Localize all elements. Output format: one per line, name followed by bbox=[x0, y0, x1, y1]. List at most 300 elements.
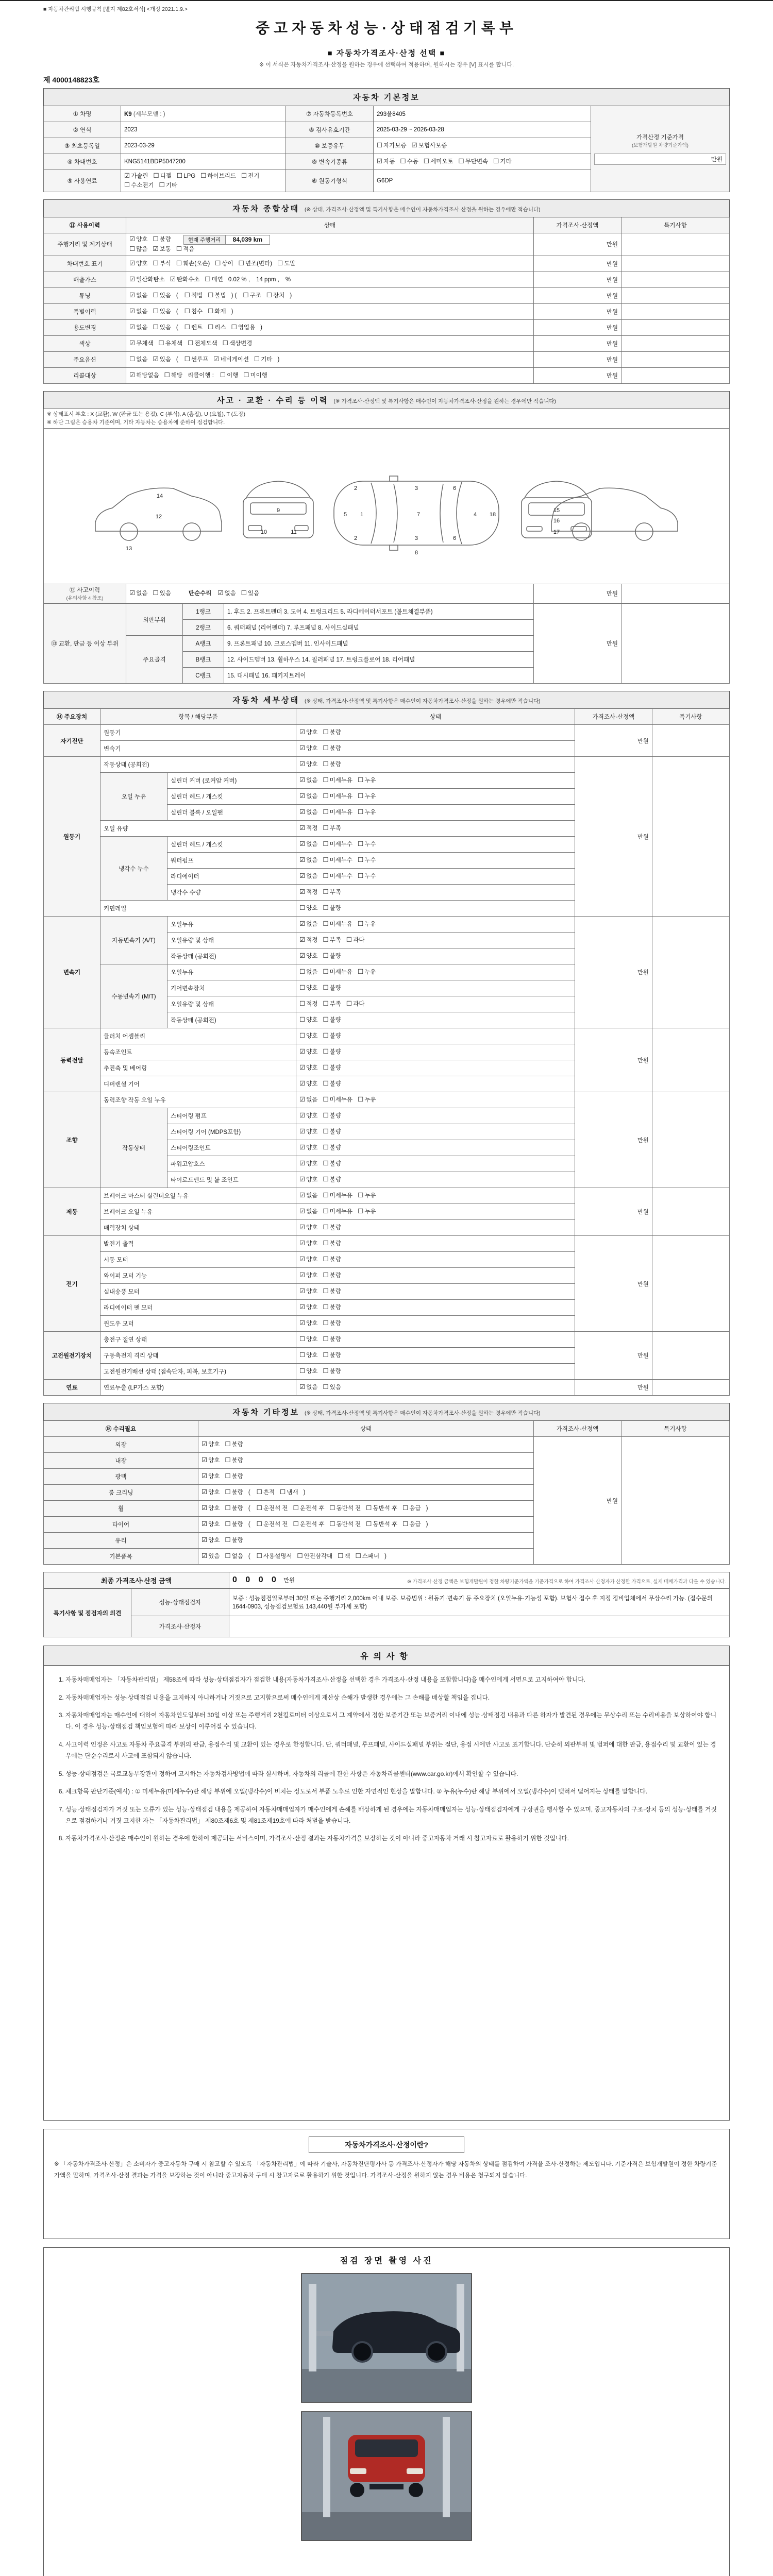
checkbox-option[interactable] bbox=[159, 181, 177, 189]
checkbox-icon[interactable]: ☐ bbox=[323, 1111, 329, 1120]
checkbox-option[interactable] bbox=[205, 275, 223, 283]
checkbox-option[interactable] bbox=[208, 291, 226, 299]
checkbox-option[interactable] bbox=[129, 275, 165, 283]
checkbox-checked-icon[interactable]: ☑ bbox=[299, 920, 306, 928]
checkbox-checked-icon[interactable]: ☑ bbox=[129, 589, 136, 597]
checkbox-icon[interactable]: ☐ bbox=[358, 1191, 364, 1199]
checkbox-icon[interactable]: ☐ bbox=[323, 1031, 329, 1040]
checkbox-icon[interactable]: ☐ bbox=[153, 291, 159, 299]
checkbox-option[interactable] bbox=[412, 141, 447, 149]
checkbox-option[interactable] bbox=[188, 339, 217, 347]
checkbox-option[interactable] bbox=[153, 291, 171, 299]
checkbox-icon[interactable]: ☐ bbox=[458, 157, 464, 165]
checkbox-option[interactable] bbox=[299, 1175, 317, 1183]
checkbox-icon[interactable]: ☐ bbox=[323, 1239, 329, 1247]
checkbox-icon[interactable]: ☐ bbox=[323, 856, 329, 864]
checkbox-option[interactable] bbox=[299, 1383, 317, 1391]
checkbox-checked-icon[interactable]: ☑ bbox=[299, 744, 306, 752]
checkbox-option[interactable] bbox=[323, 1287, 341, 1295]
checkbox-icon[interactable]: ☐ bbox=[358, 792, 364, 800]
checkbox-option[interactable] bbox=[323, 728, 341, 736]
checkbox-checked-icon[interactable]: ☑ bbox=[153, 244, 159, 252]
checkbox-icon[interactable]: ☐ bbox=[222, 338, 228, 347]
checkbox-option[interactable] bbox=[129, 245, 147, 253]
checkbox-icon[interactable]: ☐ bbox=[153, 259, 159, 267]
checkbox-option[interactable] bbox=[225, 1520, 243, 1528]
checkbox-option[interactable] bbox=[184, 307, 203, 315]
checkbox-option[interactable] bbox=[299, 840, 317, 848]
checkbox-icon[interactable]: ☐ bbox=[402, 1520, 409, 1528]
checkbox-icon[interactable]: ☐ bbox=[238, 259, 244, 267]
checkbox-icon[interactable]: ☐ bbox=[323, 936, 329, 944]
checkbox-option[interactable] bbox=[243, 291, 261, 299]
checkbox-icon[interactable]: ☐ bbox=[323, 792, 329, 800]
checkbox-option[interactable] bbox=[323, 856, 352, 864]
checkbox-option[interactable] bbox=[129, 371, 159, 379]
checkbox-option[interactable] bbox=[293, 1504, 325, 1512]
checkbox-checked-icon[interactable]: ☑ bbox=[201, 1536, 208, 1544]
checkbox-option[interactable] bbox=[293, 1520, 325, 1528]
checkbox-option[interactable] bbox=[299, 808, 317, 816]
checkbox-option[interactable] bbox=[129, 355, 147, 363]
checkbox-option[interactable] bbox=[323, 808, 352, 816]
checkbox-icon[interactable]: ☐ bbox=[323, 840, 329, 848]
checkbox-icon[interactable]: ☐ bbox=[299, 999, 306, 1008]
checkbox-option[interactable] bbox=[223, 339, 253, 347]
checkbox-option[interactable] bbox=[338, 1552, 350, 1560]
checkbox-checked-icon[interactable]: ☑ bbox=[299, 1223, 306, 1231]
checkbox-icon[interactable]: ☐ bbox=[153, 171, 159, 179]
checkbox-icon[interactable]: ☐ bbox=[323, 1255, 329, 1263]
checkbox-icon[interactable]: ☐ bbox=[205, 275, 211, 283]
checkbox-option[interactable] bbox=[346, 936, 364, 944]
checkbox-icon[interactable]: ☐ bbox=[129, 244, 136, 252]
checkbox-option[interactable] bbox=[358, 872, 376, 880]
checkbox-icon[interactable]: ☐ bbox=[243, 370, 249, 379]
checkbox-icon[interactable]: ☐ bbox=[184, 354, 190, 363]
checkbox-icon[interactable]: ☐ bbox=[329, 1504, 335, 1512]
checkbox-option[interactable] bbox=[493, 157, 511, 165]
checkbox-option[interactable] bbox=[129, 307, 147, 315]
checkbox-option[interactable] bbox=[358, 1207, 376, 1215]
checkbox-option[interactable] bbox=[299, 728, 317, 736]
checkbox-icon[interactable]: ☐ bbox=[225, 1536, 231, 1544]
checkbox-option[interactable] bbox=[299, 999, 317, 1008]
checkbox-icon[interactable]: ☐ bbox=[153, 589, 159, 597]
checkbox-option[interactable] bbox=[346, 999, 364, 1008]
checkbox-option[interactable] bbox=[164, 371, 182, 379]
checkbox-icon[interactable]: ☐ bbox=[366, 1504, 372, 1512]
checkbox-icon[interactable]: ☐ bbox=[323, 824, 329, 832]
checkbox-option[interactable] bbox=[358, 920, 376, 928]
checkbox-icon[interactable]: ☐ bbox=[225, 1488, 231, 1496]
checkbox-option[interactable] bbox=[280, 1488, 298, 1496]
checkbox-option[interactable] bbox=[358, 856, 376, 864]
checkbox-checked-icon[interactable]: ☑ bbox=[299, 1239, 306, 1247]
checkbox-icon[interactable]: ☐ bbox=[366, 1520, 372, 1528]
checkbox-checked-icon[interactable]: ☑ bbox=[299, 776, 306, 784]
checkbox-icon[interactable]: ☐ bbox=[299, 984, 306, 992]
checkbox-option[interactable] bbox=[153, 307, 171, 315]
checkbox-icon[interactable]: ☐ bbox=[299, 1031, 306, 1040]
checkbox-icon[interactable]: ☐ bbox=[297, 1552, 303, 1560]
checkbox-option[interactable] bbox=[201, 1472, 220, 1480]
checkbox-checked-icon[interactable]: ☑ bbox=[129, 259, 136, 267]
checkbox-option[interactable] bbox=[358, 968, 376, 976]
checkbox-checked-icon[interactable]: ☑ bbox=[213, 354, 220, 363]
checkbox-icon[interactable]: ☐ bbox=[184, 291, 190, 299]
checkbox-checked-icon[interactable]: ☑ bbox=[299, 808, 306, 816]
checkbox-icon[interactable]: ☐ bbox=[323, 1175, 329, 1183]
checkbox-icon[interactable]: ☐ bbox=[323, 1383, 329, 1391]
checkbox-option[interactable] bbox=[366, 1520, 397, 1528]
checkbox-option[interactable] bbox=[184, 323, 203, 331]
checkbox-checked-icon[interactable]: ☑ bbox=[299, 760, 306, 768]
checkbox-icon[interactable]: ☐ bbox=[323, 1143, 329, 1151]
checkbox-option[interactable] bbox=[323, 1223, 341, 1231]
checkbox-option[interactable] bbox=[299, 1127, 317, 1136]
checkbox-option[interactable] bbox=[184, 291, 203, 299]
checkbox-icon[interactable]: ☐ bbox=[323, 1223, 329, 1231]
checkbox-icon[interactable]: ☐ bbox=[400, 157, 406, 165]
checkbox-icon[interactable]: ☐ bbox=[358, 1095, 364, 1104]
checkbox-icon[interactable]: ☐ bbox=[299, 1015, 306, 1024]
checkbox-option[interactable] bbox=[358, 1191, 376, 1199]
checkbox-option[interactable] bbox=[323, 1271, 341, 1279]
checkbox-option[interactable] bbox=[257, 1552, 292, 1560]
checkbox-option[interactable] bbox=[299, 1031, 317, 1040]
checkbox-icon[interactable]: ☐ bbox=[277, 259, 283, 267]
checkbox-checked-icon[interactable]: ☑ bbox=[299, 1095, 306, 1104]
checkbox-option[interactable] bbox=[323, 1335, 341, 1343]
checkbox-option[interactable] bbox=[299, 1367, 317, 1375]
checkbox-icon[interactable]: ☐ bbox=[266, 291, 273, 299]
checkbox-option[interactable] bbox=[299, 1335, 317, 1343]
checkbox-icon[interactable]: ☐ bbox=[323, 744, 329, 752]
checkbox-icon[interactable]: ☐ bbox=[184, 323, 190, 331]
checkbox-option[interactable] bbox=[323, 1111, 341, 1120]
checkbox-option[interactable] bbox=[170, 275, 200, 283]
checkbox-checked-icon[interactable]: ☑ bbox=[299, 1047, 306, 1056]
checkbox-icon[interactable]: ☐ bbox=[256, 1520, 262, 1528]
checkbox-icon[interactable]: ☐ bbox=[323, 1351, 329, 1359]
checkbox-option[interactable] bbox=[299, 1303, 317, 1311]
checkbox-checked-icon[interactable]: ☑ bbox=[129, 291, 136, 299]
checkbox-option[interactable] bbox=[220, 371, 238, 379]
checkbox-icon[interactable]: ☐ bbox=[158, 338, 164, 347]
checkbox-option[interactable] bbox=[299, 792, 317, 800]
checkbox-option[interactable] bbox=[200, 172, 236, 180]
checkbox-option[interactable] bbox=[402, 1520, 421, 1528]
checkbox-icon[interactable]: ☐ bbox=[323, 920, 329, 928]
checkbox-icon[interactable]: ☐ bbox=[299, 968, 306, 976]
checkbox-icon[interactable]: ☐ bbox=[493, 157, 499, 165]
checkbox-icon[interactable]: ☐ bbox=[323, 952, 329, 960]
checkbox-option[interactable] bbox=[176, 245, 194, 253]
checkbox-checked-icon[interactable]: ☑ bbox=[299, 1111, 306, 1120]
checkbox-option[interactable] bbox=[153, 245, 171, 253]
checkbox-icon[interactable]: ☐ bbox=[280, 1488, 286, 1496]
checkbox-option[interactable] bbox=[323, 760, 341, 768]
checkbox-option[interactable] bbox=[323, 1079, 341, 1088]
checkbox-checked-icon[interactable]: ☑ bbox=[299, 872, 306, 880]
checkbox-checked-icon[interactable]: ☑ bbox=[299, 936, 306, 944]
checkbox-option[interactable] bbox=[323, 1047, 341, 1056]
checkbox-option[interactable] bbox=[323, 824, 341, 832]
checkbox-icon[interactable]: ☐ bbox=[323, 1127, 329, 1136]
checkbox-option[interactable] bbox=[299, 1207, 317, 1215]
checkbox-option[interactable] bbox=[323, 984, 341, 992]
checkbox-option[interactable] bbox=[323, 920, 352, 928]
checkbox-option[interactable] bbox=[323, 1175, 341, 1183]
checkbox-icon[interactable]: ☐ bbox=[241, 171, 247, 179]
checkbox-option[interactable] bbox=[323, 936, 341, 944]
checkbox-checked-icon[interactable]: ☑ bbox=[299, 1175, 306, 1183]
checkbox-icon[interactable]: ☐ bbox=[323, 1159, 329, 1167]
checkbox-option[interactable] bbox=[217, 589, 236, 597]
checkbox-option[interactable] bbox=[323, 1191, 352, 1199]
checkbox-icon[interactable]: ☐ bbox=[323, 1063, 329, 1072]
checkbox-option[interactable] bbox=[299, 744, 317, 752]
checkbox-option[interactable] bbox=[124, 181, 154, 189]
checkbox-option[interactable] bbox=[201, 1488, 220, 1496]
checkbox-option[interactable] bbox=[400, 157, 418, 165]
checkbox-option[interactable] bbox=[225, 1552, 243, 1560]
checkbox-option[interactable] bbox=[323, 1303, 341, 1311]
checkbox-icon[interactable]: ☐ bbox=[293, 1504, 299, 1512]
checkbox-option[interactable] bbox=[323, 1351, 341, 1359]
checkbox-checked-icon[interactable]: ☑ bbox=[201, 1488, 208, 1496]
checkbox-option[interactable] bbox=[299, 1015, 317, 1024]
checkbox-icon[interactable]: ☐ bbox=[225, 1440, 231, 1448]
checkbox-option[interactable] bbox=[323, 1239, 341, 1247]
checkbox-option[interactable] bbox=[153, 235, 171, 243]
checkbox-option[interactable] bbox=[323, 1095, 352, 1104]
checkbox-option[interactable] bbox=[201, 1456, 220, 1464]
checkbox-icon[interactable]: ☐ bbox=[323, 1095, 329, 1104]
checkbox-option[interactable] bbox=[231, 323, 256, 331]
checkbox-option[interactable] bbox=[124, 172, 148, 180]
checkbox-checked-icon[interactable]: ☑ bbox=[201, 1520, 208, 1528]
checkbox-checked-icon[interactable]: ☑ bbox=[129, 307, 136, 315]
checkbox-checked-icon[interactable]: ☑ bbox=[299, 1159, 306, 1167]
checkbox-option[interactable] bbox=[299, 1191, 317, 1199]
checkbox-icon[interactable]: ☐ bbox=[208, 323, 214, 331]
checkbox-checked-icon[interactable]: ☑ bbox=[411, 141, 417, 149]
checkbox-option[interactable] bbox=[358, 776, 376, 784]
checkbox-option[interactable] bbox=[201, 1536, 220, 1544]
checkbox-icon[interactable]: ☐ bbox=[355, 1552, 361, 1560]
checkbox-option[interactable] bbox=[129, 291, 147, 299]
checkbox-option[interactable] bbox=[299, 872, 317, 880]
checkbox-option[interactable] bbox=[299, 1319, 317, 1327]
checkbox-option[interactable] bbox=[299, 1159, 317, 1167]
checkbox-icon[interactable]: ☐ bbox=[153, 235, 159, 243]
checkbox-option[interactable] bbox=[323, 999, 341, 1008]
checkbox-checked-icon[interactable]: ☑ bbox=[299, 728, 306, 736]
checkbox-icon[interactable]: ☐ bbox=[293, 1520, 299, 1528]
checkbox-icon[interactable]: ☐ bbox=[329, 1520, 335, 1528]
checkbox-option[interactable] bbox=[153, 323, 171, 331]
checkbox-icon[interactable]: ☐ bbox=[323, 1015, 329, 1024]
checkbox-option[interactable] bbox=[323, 872, 352, 880]
checkbox-option[interactable] bbox=[241, 589, 259, 597]
checkbox-icon[interactable]: ☐ bbox=[176, 244, 182, 252]
checkbox-icon[interactable]: ☐ bbox=[323, 888, 329, 896]
checkbox-option[interactable] bbox=[323, 888, 341, 896]
checkbox-option[interactable] bbox=[299, 1223, 317, 1231]
checkbox-option[interactable] bbox=[159, 339, 183, 347]
checkbox-option[interactable] bbox=[329, 1520, 361, 1528]
checkbox-option[interactable] bbox=[323, 776, 352, 784]
checkbox-icon[interactable]: ☐ bbox=[225, 1456, 231, 1464]
checkbox-option[interactable] bbox=[299, 1255, 317, 1263]
checkbox-icon[interactable]: ☐ bbox=[241, 589, 247, 597]
checkbox-option[interactable] bbox=[323, 1255, 341, 1263]
checkbox-icon[interactable]: ☐ bbox=[346, 936, 352, 944]
checkbox-option[interactable] bbox=[323, 1319, 341, 1327]
checkbox-option[interactable] bbox=[129, 589, 147, 597]
checkbox-option[interactable] bbox=[213, 355, 249, 363]
checkbox-icon[interactable]: ☐ bbox=[358, 840, 364, 848]
checkbox-option[interactable] bbox=[323, 792, 352, 800]
checkbox-icon[interactable]: ☐ bbox=[164, 370, 170, 379]
checkbox-checked-icon[interactable]: ☑ bbox=[299, 840, 306, 848]
checkbox-option[interactable] bbox=[377, 141, 407, 149]
checkbox-option[interactable] bbox=[266, 291, 284, 299]
checkbox-option[interactable] bbox=[201, 1440, 220, 1448]
checkbox-option[interactable] bbox=[299, 1079, 317, 1088]
checkbox-option[interactable] bbox=[424, 157, 453, 165]
checkbox-checked-icon[interactable]: ☑ bbox=[299, 1063, 306, 1072]
checkbox-icon[interactable]: ☐ bbox=[208, 307, 214, 315]
checkbox-option[interactable] bbox=[153, 259, 171, 267]
checkbox-icon[interactable]: ☐ bbox=[220, 370, 226, 379]
checkbox-option[interactable] bbox=[323, 1063, 341, 1072]
checkbox-option[interactable] bbox=[323, 952, 341, 960]
checkbox-option[interactable] bbox=[225, 1440, 243, 1448]
checkbox-icon[interactable]: ☐ bbox=[129, 354, 136, 363]
checkbox-checked-icon[interactable]: ☑ bbox=[299, 952, 306, 960]
checkbox-icon[interactable]: ☐ bbox=[323, 776, 329, 784]
checkbox-icon[interactable]: ☐ bbox=[225, 1552, 231, 1560]
checkbox-option[interactable] bbox=[299, 984, 317, 992]
checkbox-icon[interactable]: ☐ bbox=[254, 354, 260, 363]
checkbox-checked-icon[interactable]: ☑ bbox=[299, 1383, 306, 1391]
checkbox-icon[interactable]: ☐ bbox=[256, 1488, 262, 1496]
checkbox-option[interactable] bbox=[201, 1504, 220, 1512]
checkbox-icon[interactable]: ☐ bbox=[323, 1367, 329, 1375]
checkbox-icon[interactable]: ☐ bbox=[243, 291, 249, 299]
checkbox-icon[interactable]: ☐ bbox=[225, 1472, 231, 1480]
checkbox-checked-icon[interactable]: ☑ bbox=[129, 370, 136, 379]
checkbox-icon[interactable]: ☐ bbox=[188, 338, 194, 347]
checkbox-icon[interactable]: ☐ bbox=[323, 872, 329, 880]
checkbox-option[interactable] bbox=[257, 1488, 275, 1496]
checkbox-checked-icon[interactable]: ☑ bbox=[217, 589, 224, 597]
checkbox-checked-icon[interactable]: ☑ bbox=[377, 157, 383, 165]
checkbox-icon[interactable]: ☐ bbox=[208, 291, 214, 299]
checkbox-option[interactable] bbox=[129, 339, 154, 347]
checkbox-icon[interactable]: ☐ bbox=[323, 1303, 329, 1311]
checkbox-option[interactable] bbox=[299, 776, 317, 784]
checkbox-icon[interactable]: ☐ bbox=[358, 776, 364, 784]
checkbox-option[interactable] bbox=[129, 259, 147, 267]
checkbox-checked-icon[interactable]: ☑ bbox=[299, 1207, 306, 1215]
checkbox-option[interactable] bbox=[323, 840, 352, 848]
checkbox-icon[interactable]: ☐ bbox=[338, 1552, 344, 1560]
checkbox-icon[interactable]: ☐ bbox=[402, 1504, 409, 1512]
checkbox-icon[interactable]: ☐ bbox=[299, 1351, 306, 1359]
checkbox-option[interactable] bbox=[153, 589, 171, 597]
checkbox-icon[interactable]: ☐ bbox=[358, 808, 364, 816]
checkbox-icon[interactable]: ☐ bbox=[159, 180, 165, 189]
checkbox-option[interactable] bbox=[277, 259, 295, 267]
checkbox-icon[interactable]: ☐ bbox=[323, 1079, 329, 1088]
checkbox-option[interactable] bbox=[323, 1015, 341, 1024]
checkbox-checked-icon[interactable]: ☑ bbox=[299, 1127, 306, 1136]
checkbox-icon[interactable]: ☐ bbox=[323, 999, 329, 1008]
checkbox-checked-icon[interactable]: ☑ bbox=[129, 275, 136, 283]
checkbox-option[interactable] bbox=[323, 1367, 341, 1375]
checkbox-checked-icon[interactable]: ☑ bbox=[129, 235, 136, 243]
checkbox-option[interactable] bbox=[299, 1351, 317, 1359]
checkbox-checked-icon[interactable]: ☑ bbox=[299, 1287, 306, 1295]
checkbox-icon[interactable]: ☐ bbox=[323, 760, 329, 768]
checkbox-option[interactable] bbox=[299, 1111, 317, 1120]
checkbox-option[interactable] bbox=[208, 307, 226, 315]
checkbox-option[interactable] bbox=[459, 157, 489, 165]
checkbox-checked-icon[interactable]: ☑ bbox=[170, 275, 176, 283]
checkbox-icon[interactable]: ☐ bbox=[358, 856, 364, 864]
checkbox-icon[interactable]: ☐ bbox=[423, 157, 430, 165]
checkbox-icon[interactable]: ☐ bbox=[323, 1047, 329, 1056]
checkbox-option[interactable] bbox=[323, 744, 341, 752]
checkbox-icon[interactable]: ☐ bbox=[124, 180, 130, 189]
checkbox-option[interactable] bbox=[323, 1207, 352, 1215]
checkbox-checked-icon[interactable]: ☑ bbox=[299, 1303, 306, 1311]
checkbox-option[interactable] bbox=[154, 172, 172, 180]
checkbox-checked-icon[interactable]: ☑ bbox=[201, 1504, 208, 1512]
checkbox-option[interactable] bbox=[215, 259, 233, 267]
checkbox-option[interactable] bbox=[129, 235, 147, 243]
checkbox-icon[interactable]: ☐ bbox=[256, 1552, 262, 1560]
checkbox-option[interactable] bbox=[299, 1143, 317, 1151]
checkbox-icon[interactable]: ☐ bbox=[323, 1191, 329, 1199]
checkbox-checked-icon[interactable]: ☑ bbox=[299, 1271, 306, 1279]
checkbox-option[interactable] bbox=[208, 323, 226, 331]
checkbox-option[interactable] bbox=[299, 1063, 317, 1072]
checkbox-checked-icon[interactable]: ☑ bbox=[129, 323, 136, 331]
checkbox-option[interactable] bbox=[257, 1504, 288, 1512]
checkbox-option[interactable] bbox=[225, 1488, 243, 1496]
checkbox-icon[interactable]: ☐ bbox=[299, 1367, 306, 1375]
checkbox-checked-icon[interactable]: ☑ bbox=[299, 856, 306, 864]
checkbox-checked-icon[interactable]: ☑ bbox=[299, 1191, 306, 1199]
checkbox-option[interactable] bbox=[225, 1504, 243, 1512]
checkbox-checked-icon[interactable]: ☑ bbox=[201, 1552, 208, 1560]
checkbox-icon[interactable]: ☐ bbox=[215, 259, 221, 267]
checkbox-option[interactable] bbox=[299, 904, 317, 912]
checkbox-icon[interactable]: ☐ bbox=[323, 1207, 329, 1215]
checkbox-icon[interactable]: ☐ bbox=[323, 904, 329, 912]
checkbox-icon[interactable]: ☐ bbox=[176, 171, 183, 179]
checkbox-icon[interactable]: ☐ bbox=[256, 1504, 262, 1512]
checkbox-option[interactable] bbox=[323, 1159, 341, 1167]
checkbox-option[interactable] bbox=[358, 840, 376, 848]
checkbox-option[interactable] bbox=[225, 1456, 243, 1464]
checkbox-checked-icon[interactable]: ☑ bbox=[201, 1456, 208, 1464]
